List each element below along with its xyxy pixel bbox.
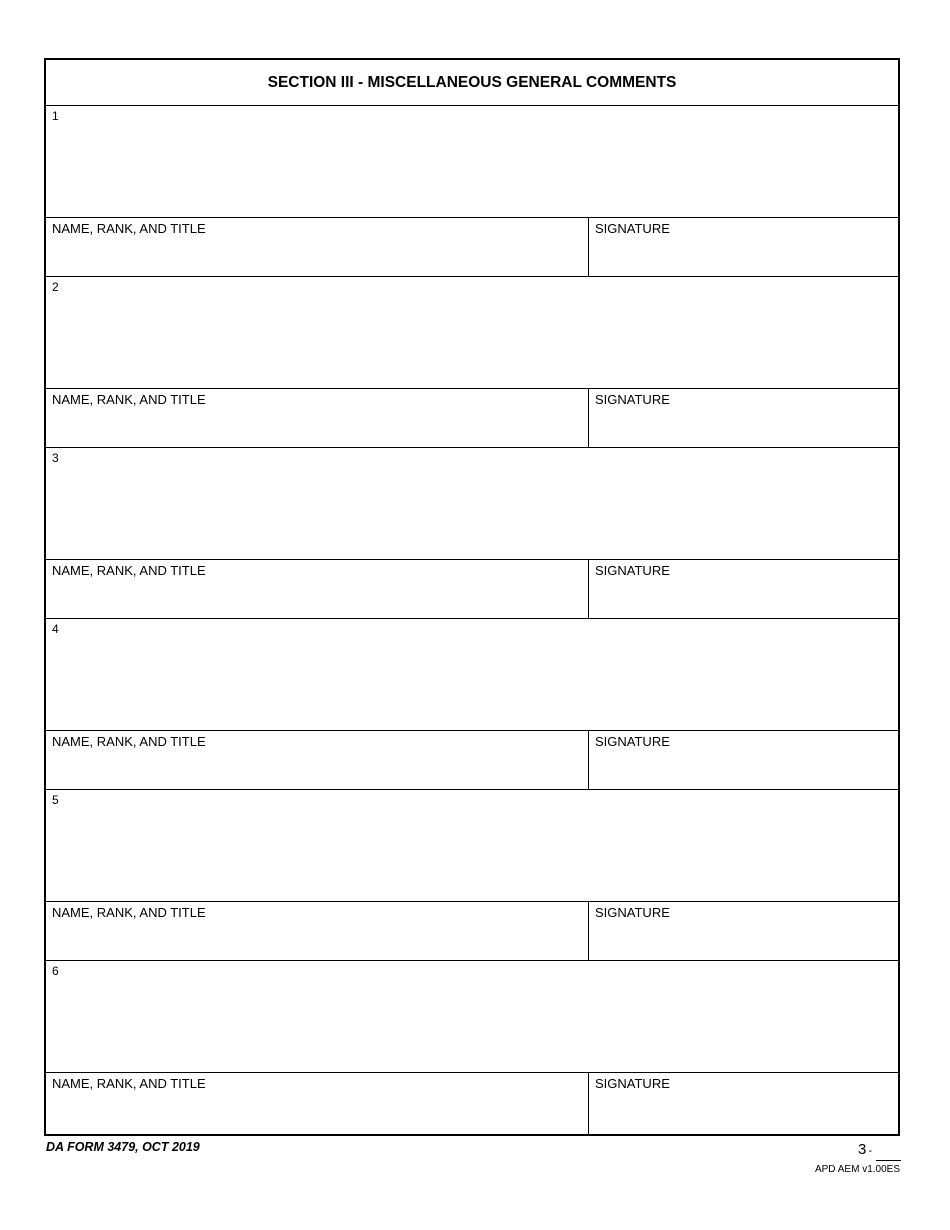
page-number-value: 3 [858, 1141, 867, 1158]
comment-entry-3 [46, 448, 898, 619]
page-total-line [876, 1160, 901, 1161]
comment-field[interactable] [46, 619, 898, 731]
form-identifier: DA FORM 3479, OCT 2019 [46, 1140, 200, 1154]
comment-number: 4 [52, 622, 59, 636]
signature-label: SIGNATURE [595, 563, 670, 578]
signature-label: SIGNATURE [595, 1076, 670, 1091]
comment-field[interactable] [46, 448, 898, 560]
name-rank-title-label: NAME, RANK, AND TITLE [52, 734, 206, 749]
signature-field[interactable] [589, 389, 898, 447]
comment-field[interactable] [46, 961, 898, 1073]
signature-row [46, 731, 898, 790]
signature-field[interactable] [589, 1073, 898, 1134]
comment-number: 5 [52, 793, 59, 807]
comment-entry-1 [46, 106, 898, 277]
comments-form [44, 58, 900, 1136]
comment-field[interactable] [46, 790, 898, 902]
name-rank-title-field[interactable] [46, 389, 589, 447]
section-title: SECTION III - MISCELLANEOUS GENERAL COMMENTS [46, 60, 898, 106]
name-rank-title-label: NAME, RANK, AND TITLE [52, 392, 206, 407]
name-rank-title-label: NAME, RANK, AND TITLE [52, 905, 206, 920]
name-rank-title-label: NAME, RANK, AND TITLE [52, 221, 206, 236]
comment-entry-4 [46, 619, 898, 790]
signature-label: SIGNATURE [595, 905, 670, 920]
comment-number: 1 [52, 109, 59, 123]
name-rank-title-field[interactable] [46, 218, 589, 276]
signature-row [46, 218, 898, 277]
name-rank-title-label: NAME, RANK, AND TITLE [52, 563, 206, 578]
signature-label: SIGNATURE [595, 392, 670, 407]
signature-label: SIGNATURE [595, 221, 670, 236]
signature-row [46, 1073, 898, 1134]
signature-field[interactable] [589, 218, 898, 276]
name-rank-title-field[interactable] [46, 1073, 589, 1134]
signature-row [46, 902, 898, 961]
comment-entry-2 [46, 277, 898, 448]
name-rank-title-label: NAME, RANK, AND TITLE [52, 1076, 206, 1091]
name-rank-title-field[interactable] [46, 731, 589, 789]
comment-number: 2 [52, 280, 59, 294]
signature-row [46, 389, 898, 448]
signature-field[interactable] [589, 902, 898, 960]
page-separator: - [868, 1145, 873, 1157]
comment-field[interactable] [46, 277, 898, 389]
signature-field[interactable] [589, 731, 898, 789]
name-rank-title-field[interactable] [46, 560, 589, 618]
comment-field[interactable] [46, 106, 898, 218]
page-number [858, 1141, 872, 1158]
comment-number: 3 [52, 451, 59, 465]
comment-number: 6 [52, 964, 59, 978]
signature-label: SIGNATURE [595, 734, 670, 749]
version-label: APD AEM v1.00ES [814, 1164, 900, 1175]
comment-entry-5 [46, 790, 898, 961]
signature-row [46, 560, 898, 619]
signature-field[interactable] [589, 560, 898, 618]
name-rank-title-field[interactable] [46, 902, 589, 960]
comment-entry-6 [46, 961, 898, 1134]
